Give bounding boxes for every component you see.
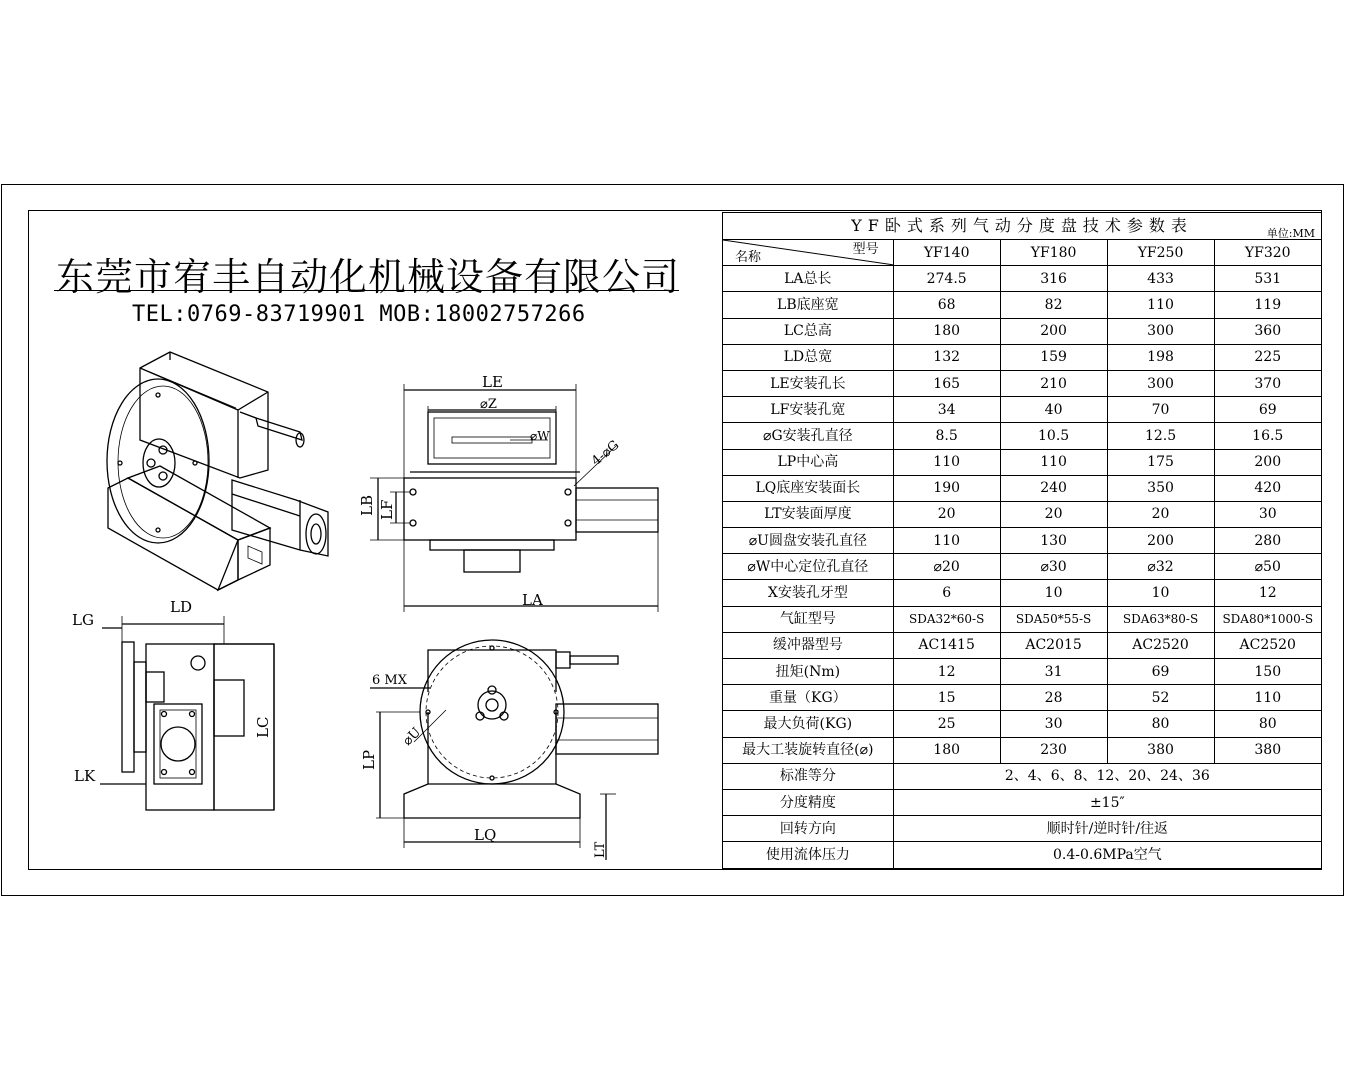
param-value: 8.5 xyxy=(893,423,1000,449)
dim-label-lf: LF xyxy=(378,499,396,520)
param-value: 25 xyxy=(893,711,1000,737)
table-row xyxy=(723,632,1322,658)
param-value: 350 xyxy=(1107,475,1214,501)
param-name: 扭矩(Nm) xyxy=(723,659,894,685)
param-value: SDA80*1000-S xyxy=(1214,606,1322,632)
param-value: 420 xyxy=(1214,475,1322,501)
param-name: LA总长 xyxy=(723,266,894,292)
param-name: 分度精度 xyxy=(723,789,894,815)
company-name: 东莞市宥丰自动化机械设备有限公司 xyxy=(56,255,681,299)
table-row xyxy=(723,344,1322,370)
table-header-row xyxy=(723,240,1322,266)
dim-label-lk: LK xyxy=(74,767,96,785)
table-row xyxy=(723,266,1322,292)
dim-label-lt: LT xyxy=(593,841,608,858)
param-value: 531 xyxy=(1214,266,1322,292)
side-view xyxy=(100,616,274,810)
table-row xyxy=(723,554,1322,580)
param-value: 30 xyxy=(1000,711,1107,737)
param-name: 使用流体压力 xyxy=(723,842,894,868)
dim-label-lg: LG xyxy=(72,611,94,629)
param-value: 110 xyxy=(893,528,1000,554)
param-value: 31 xyxy=(1000,659,1107,685)
param-value: 80 xyxy=(1107,711,1214,737)
dim-label-z: ⌀Z xyxy=(480,397,497,412)
param-value: 200 xyxy=(1000,318,1107,344)
param-value: 380 xyxy=(1107,737,1214,763)
param-value: 6 xyxy=(893,580,1000,606)
table-row xyxy=(723,370,1322,396)
param-value: AC2015 xyxy=(1000,632,1107,658)
param-name: ⌀G安装孔直径 xyxy=(723,423,894,449)
table-row xyxy=(723,763,1322,789)
param-value: SDA63*80-S xyxy=(1107,606,1214,632)
param-name: LC总高 xyxy=(723,318,894,344)
param-value: AC2520 xyxy=(1214,632,1322,658)
table-row xyxy=(723,501,1322,527)
param-value: ±15″ xyxy=(893,789,1321,815)
param-value: 12 xyxy=(893,659,1000,685)
param-value: 110 xyxy=(893,449,1000,475)
dim-label-lq: LQ xyxy=(474,826,497,844)
param-value: 顺时针/逆时针/往返 xyxy=(893,816,1321,842)
param-value: 175 xyxy=(1107,449,1214,475)
dim-label-lc: LC xyxy=(254,716,272,738)
param-value: 68 xyxy=(893,292,1000,318)
param-value: 130 xyxy=(1000,528,1107,554)
param-name: LF安装孔宽 xyxy=(723,397,894,423)
param-name: ⌀U圆盘安装孔直径 xyxy=(723,528,894,554)
table-row xyxy=(723,737,1322,763)
front-view xyxy=(370,640,658,860)
param-value: 110 xyxy=(1214,685,1322,711)
header-model: YF250 xyxy=(1107,240,1214,266)
param-value: 200 xyxy=(1107,528,1214,554)
table-row xyxy=(723,528,1322,554)
param-value: 69 xyxy=(1107,659,1214,685)
table-row xyxy=(723,397,1322,423)
dim-label-ld: LD xyxy=(170,598,192,616)
param-value: 200 xyxy=(1214,449,1322,475)
param-value: 52 xyxy=(1107,685,1214,711)
table-row xyxy=(723,842,1322,868)
param-value: 180 xyxy=(893,318,1000,344)
header-model-label: 型号 xyxy=(852,242,879,257)
param-value: 20 xyxy=(893,501,1000,527)
dim-label-le: LE xyxy=(482,373,503,391)
param-name: 缓冲器型号 xyxy=(723,632,894,658)
param-value: SDA32*60-S xyxy=(893,606,1000,632)
contact-info: TEL:0769-83719901 MOB:18002757266 xyxy=(132,302,586,327)
param-value: ⌀30 xyxy=(1000,554,1107,580)
param-value: 69 xyxy=(1214,397,1322,423)
header-model: YF180 xyxy=(1000,240,1107,266)
param-value: 190 xyxy=(893,475,1000,501)
param-value: 15 xyxy=(893,685,1000,711)
param-value: 10 xyxy=(1000,580,1107,606)
param-name: X安装孔牙型 xyxy=(723,580,894,606)
dim-label-lb: LB xyxy=(358,495,376,516)
table-row xyxy=(723,789,1322,815)
param-value: 80 xyxy=(1214,711,1322,737)
top-view xyxy=(370,384,658,612)
dim-label-mx: 6 MX xyxy=(372,673,407,688)
param-value: 433 xyxy=(1107,266,1214,292)
param-name: 气缸型号 xyxy=(723,606,894,632)
param-value: 132 xyxy=(893,344,1000,370)
dim-label-w: ⌀W xyxy=(530,429,550,443)
param-name: LB底座宽 xyxy=(723,292,894,318)
table-row xyxy=(723,292,1322,318)
param-name: 最大负荷(KG) xyxy=(723,711,894,737)
param-value: 10 xyxy=(1107,580,1214,606)
table-row xyxy=(723,318,1322,344)
spec-table xyxy=(722,212,1322,869)
param-value: 150 xyxy=(1214,659,1322,685)
table-row xyxy=(723,711,1322,737)
table-row xyxy=(723,659,1322,685)
param-value: 316 xyxy=(1000,266,1107,292)
param-value: 225 xyxy=(1214,344,1322,370)
param-value: SDA50*55-S xyxy=(1000,606,1107,632)
param-value: 380 xyxy=(1214,737,1322,763)
table-row xyxy=(723,449,1322,475)
param-value: ⌀50 xyxy=(1214,554,1322,580)
param-value: 280 xyxy=(1214,528,1322,554)
table-row xyxy=(723,475,1322,501)
param-value: 28 xyxy=(1000,685,1107,711)
table-row xyxy=(723,816,1322,842)
param-name: LP中心高 xyxy=(723,449,894,475)
header-corner-cell xyxy=(723,240,894,266)
table-row xyxy=(723,685,1322,711)
table-row xyxy=(723,423,1322,449)
param-value: 230 xyxy=(1000,737,1107,763)
param-value: 2、4、6、8、12、20、24、36 xyxy=(893,763,1321,789)
param-value: ⌀32 xyxy=(1107,554,1214,580)
dim-label-u: ⌀U xyxy=(400,724,425,749)
param-value: ⌀20 xyxy=(893,554,1000,580)
param-value: 240 xyxy=(1000,475,1107,501)
param-value: 274.5 xyxy=(893,266,1000,292)
table-unit: 单位:MM xyxy=(1266,227,1315,240)
param-value: 165 xyxy=(893,370,1000,396)
param-name: 标准等分 xyxy=(723,763,894,789)
param-value: 40 xyxy=(1000,397,1107,423)
param-name: 重量（KG） xyxy=(723,685,894,711)
table-row xyxy=(723,606,1322,632)
param-value: 20 xyxy=(1107,501,1214,527)
param-value: 30 xyxy=(1214,501,1322,527)
param-value: 210 xyxy=(1000,370,1107,396)
param-value: 110 xyxy=(1000,449,1107,475)
table-title-cell xyxy=(723,213,1322,240)
param-value: 300 xyxy=(1107,370,1214,396)
param-value: 300 xyxy=(1107,318,1214,344)
param-value: 370 xyxy=(1214,370,1322,396)
param-value: AC1415 xyxy=(893,632,1000,658)
param-value: 159 xyxy=(1000,344,1107,370)
param-value: 12.5 xyxy=(1107,423,1214,449)
param-name: LQ底座安装面长 xyxy=(723,475,894,501)
param-name: ⌀W中心定位孔直径 xyxy=(723,554,894,580)
param-value: AC2520 xyxy=(1107,632,1214,658)
header-name-label: 名称 xyxy=(735,250,762,265)
param-name: LT安装面厚度 xyxy=(723,501,894,527)
table-row xyxy=(723,580,1322,606)
table-title-row xyxy=(723,213,1322,240)
param-name: LE安装孔长 xyxy=(723,370,894,396)
param-value: 0.4-0.6MPa空气 xyxy=(893,842,1321,868)
param-name: LD总宽 xyxy=(723,344,894,370)
param-value: 198 xyxy=(1107,344,1214,370)
param-value: 110 xyxy=(1107,292,1214,318)
isometric-view xyxy=(107,352,328,590)
param-name: 最大工装旋转直径(⌀) xyxy=(723,737,894,763)
param-value: 10.5 xyxy=(1000,423,1107,449)
param-value: 119 xyxy=(1214,292,1322,318)
header-model: YF140 xyxy=(893,240,1000,266)
param-value: 360 xyxy=(1214,318,1322,344)
param-value: 82 xyxy=(1000,292,1107,318)
table-title: YF卧式系列气动分度盘技术参数表 xyxy=(851,216,1193,235)
param-value: 70 xyxy=(1107,397,1214,423)
param-value: 180 xyxy=(893,737,1000,763)
param-name: 回转方向 xyxy=(723,816,894,842)
param-value: 12 xyxy=(1214,580,1322,606)
dim-label-la: LA xyxy=(522,591,543,609)
param-value: 16.5 xyxy=(1214,423,1322,449)
param-value: 34 xyxy=(893,397,1000,423)
param-value: 20 xyxy=(1000,501,1107,527)
dim-label-lp: LP xyxy=(360,749,378,770)
dim-label-g: 4-⌀G xyxy=(588,437,623,470)
header-model: YF320 xyxy=(1214,240,1322,266)
